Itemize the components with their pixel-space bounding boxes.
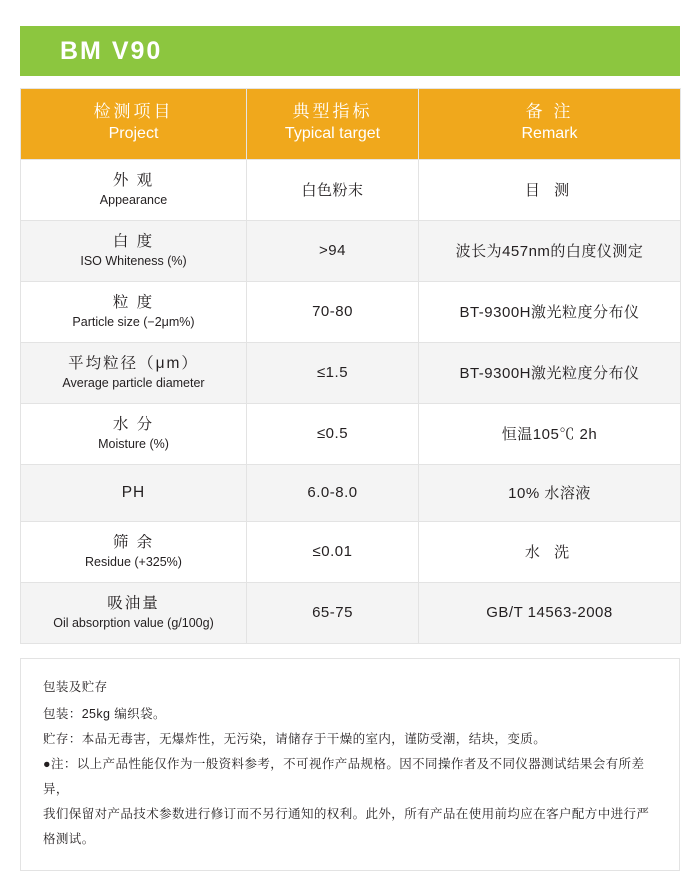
- cell-project: [21, 403, 247, 464]
- project-name-cn: 白 度: [112, 232, 155, 250]
- notes-line-storage: 贮存：本品无毒害，无爆炸性，无污染，请储存于干燥的室内，谨防受潮，结块，变质。: [43, 731, 547, 746]
- project-name-cn: 外 观: [112, 171, 155, 189]
- notes-box: [20, 658, 680, 871]
- table-row: [21, 281, 681, 342]
- cell-remark: BT-9300H激光粒度分布仪: [419, 281, 681, 342]
- column-header-project-cn: 检测项目: [93, 102, 174, 121]
- cell-typical-target: ≤1.5: [247, 342, 419, 403]
- cell-typical-target: 65-75: [247, 582, 419, 643]
- cell-remark: 波长为457nm的白度仪测定: [419, 220, 681, 281]
- notes-heading: 包装及贮存: [43, 679, 108, 694]
- cell-remark: 恒温105℃ 2h: [419, 403, 681, 464]
- cell-project: [21, 464, 247, 521]
- table-row: [21, 403, 681, 464]
- cell-typical-target: 白色粉末: [247, 159, 419, 220]
- project-name-cn: PH: [121, 483, 146, 501]
- table-row: [21, 521, 681, 582]
- cell-project: [21, 582, 247, 643]
- column-header-remark-en: Remark: [521, 124, 578, 142]
- project-name-en: Moisture (%): [98, 437, 169, 452]
- specification-table: [20, 88, 681, 644]
- column-header-project-en: Project: [108, 124, 159, 142]
- project-name-cn: 平均粒径（μm）: [68, 354, 199, 372]
- project-name-cn: 筛 余: [112, 533, 155, 551]
- cell-project: [21, 281, 247, 342]
- column-header-project: [21, 89, 247, 160]
- project-name-cn: 粒 度: [112, 293, 155, 311]
- notes-line-disclaimer-1: ●注：以上产品性能仅作为一般资料参考，不可视作产品规格。因不同操作者及不同仪器测试结果会有所差异，: [43, 756, 645, 796]
- table-body: [21, 159, 681, 643]
- project-name-en: Average particle diameter: [62, 376, 205, 391]
- table-row: [21, 464, 681, 521]
- product-spec-page: [0, 26, 700, 846]
- table-row: [21, 220, 681, 281]
- notes-line-disclaimer-2: 我们保留对产品技术参数进行修订而不另行通知的权利。此外，所有产品在使用前均应在客户配方中进行严格测试。: [43, 806, 650, 846]
- project-name-cn: 水 分: [112, 415, 155, 433]
- cell-typical-target: ≤0.5: [247, 403, 419, 464]
- project-name-cn: 吸油量: [107, 594, 160, 612]
- cell-remark: GB/T 14563-2008: [419, 582, 681, 643]
- project-name-en: Particle size (−2μm%): [72, 315, 195, 330]
- cell-typical-target: >94: [247, 220, 419, 281]
- cell-typical-target: 6.0-8.0: [247, 464, 419, 521]
- table-row: [21, 342, 681, 403]
- cell-project: [21, 220, 247, 281]
- project-name-en: Oil absorption value (g/100g): [53, 616, 214, 631]
- column-header-remark: [419, 89, 681, 160]
- table-row: [21, 582, 681, 643]
- cell-project: [21, 159, 247, 220]
- cell-typical-target: 70-80: [247, 281, 419, 342]
- table-header: [21, 89, 681, 160]
- cell-typical-target: ≤0.01: [247, 521, 419, 582]
- cell-remark: 水 洗: [419, 521, 681, 582]
- table-header-row: [21, 89, 681, 160]
- cell-remark: BT-9300H激光粒度分布仪: [419, 342, 681, 403]
- column-header-typical-target-cn: 典型指标: [292, 102, 373, 121]
- column-header-typical-target-en: Typical target: [284, 124, 381, 142]
- project-name-en: ISO Whiteness (%): [80, 254, 187, 269]
- table-row: [21, 159, 681, 220]
- notes-line-packaging: 包装：25kg 编织袋。: [43, 706, 166, 721]
- cell-project: [21, 521, 247, 582]
- project-name-en: Residue (+325%): [85, 555, 182, 570]
- project-name-en: Appearance: [99, 193, 168, 208]
- column-header-remark-cn: 备 注: [525, 102, 574, 121]
- cell-remark: 10% 水溶液: [419, 464, 681, 521]
- cell-remark: 目 测: [419, 159, 681, 220]
- product-title-bar: [20, 26, 680, 76]
- cell-project: [21, 342, 247, 403]
- page-title: BM V90: [60, 36, 163, 65]
- column-header-typical-target: [247, 89, 419, 160]
